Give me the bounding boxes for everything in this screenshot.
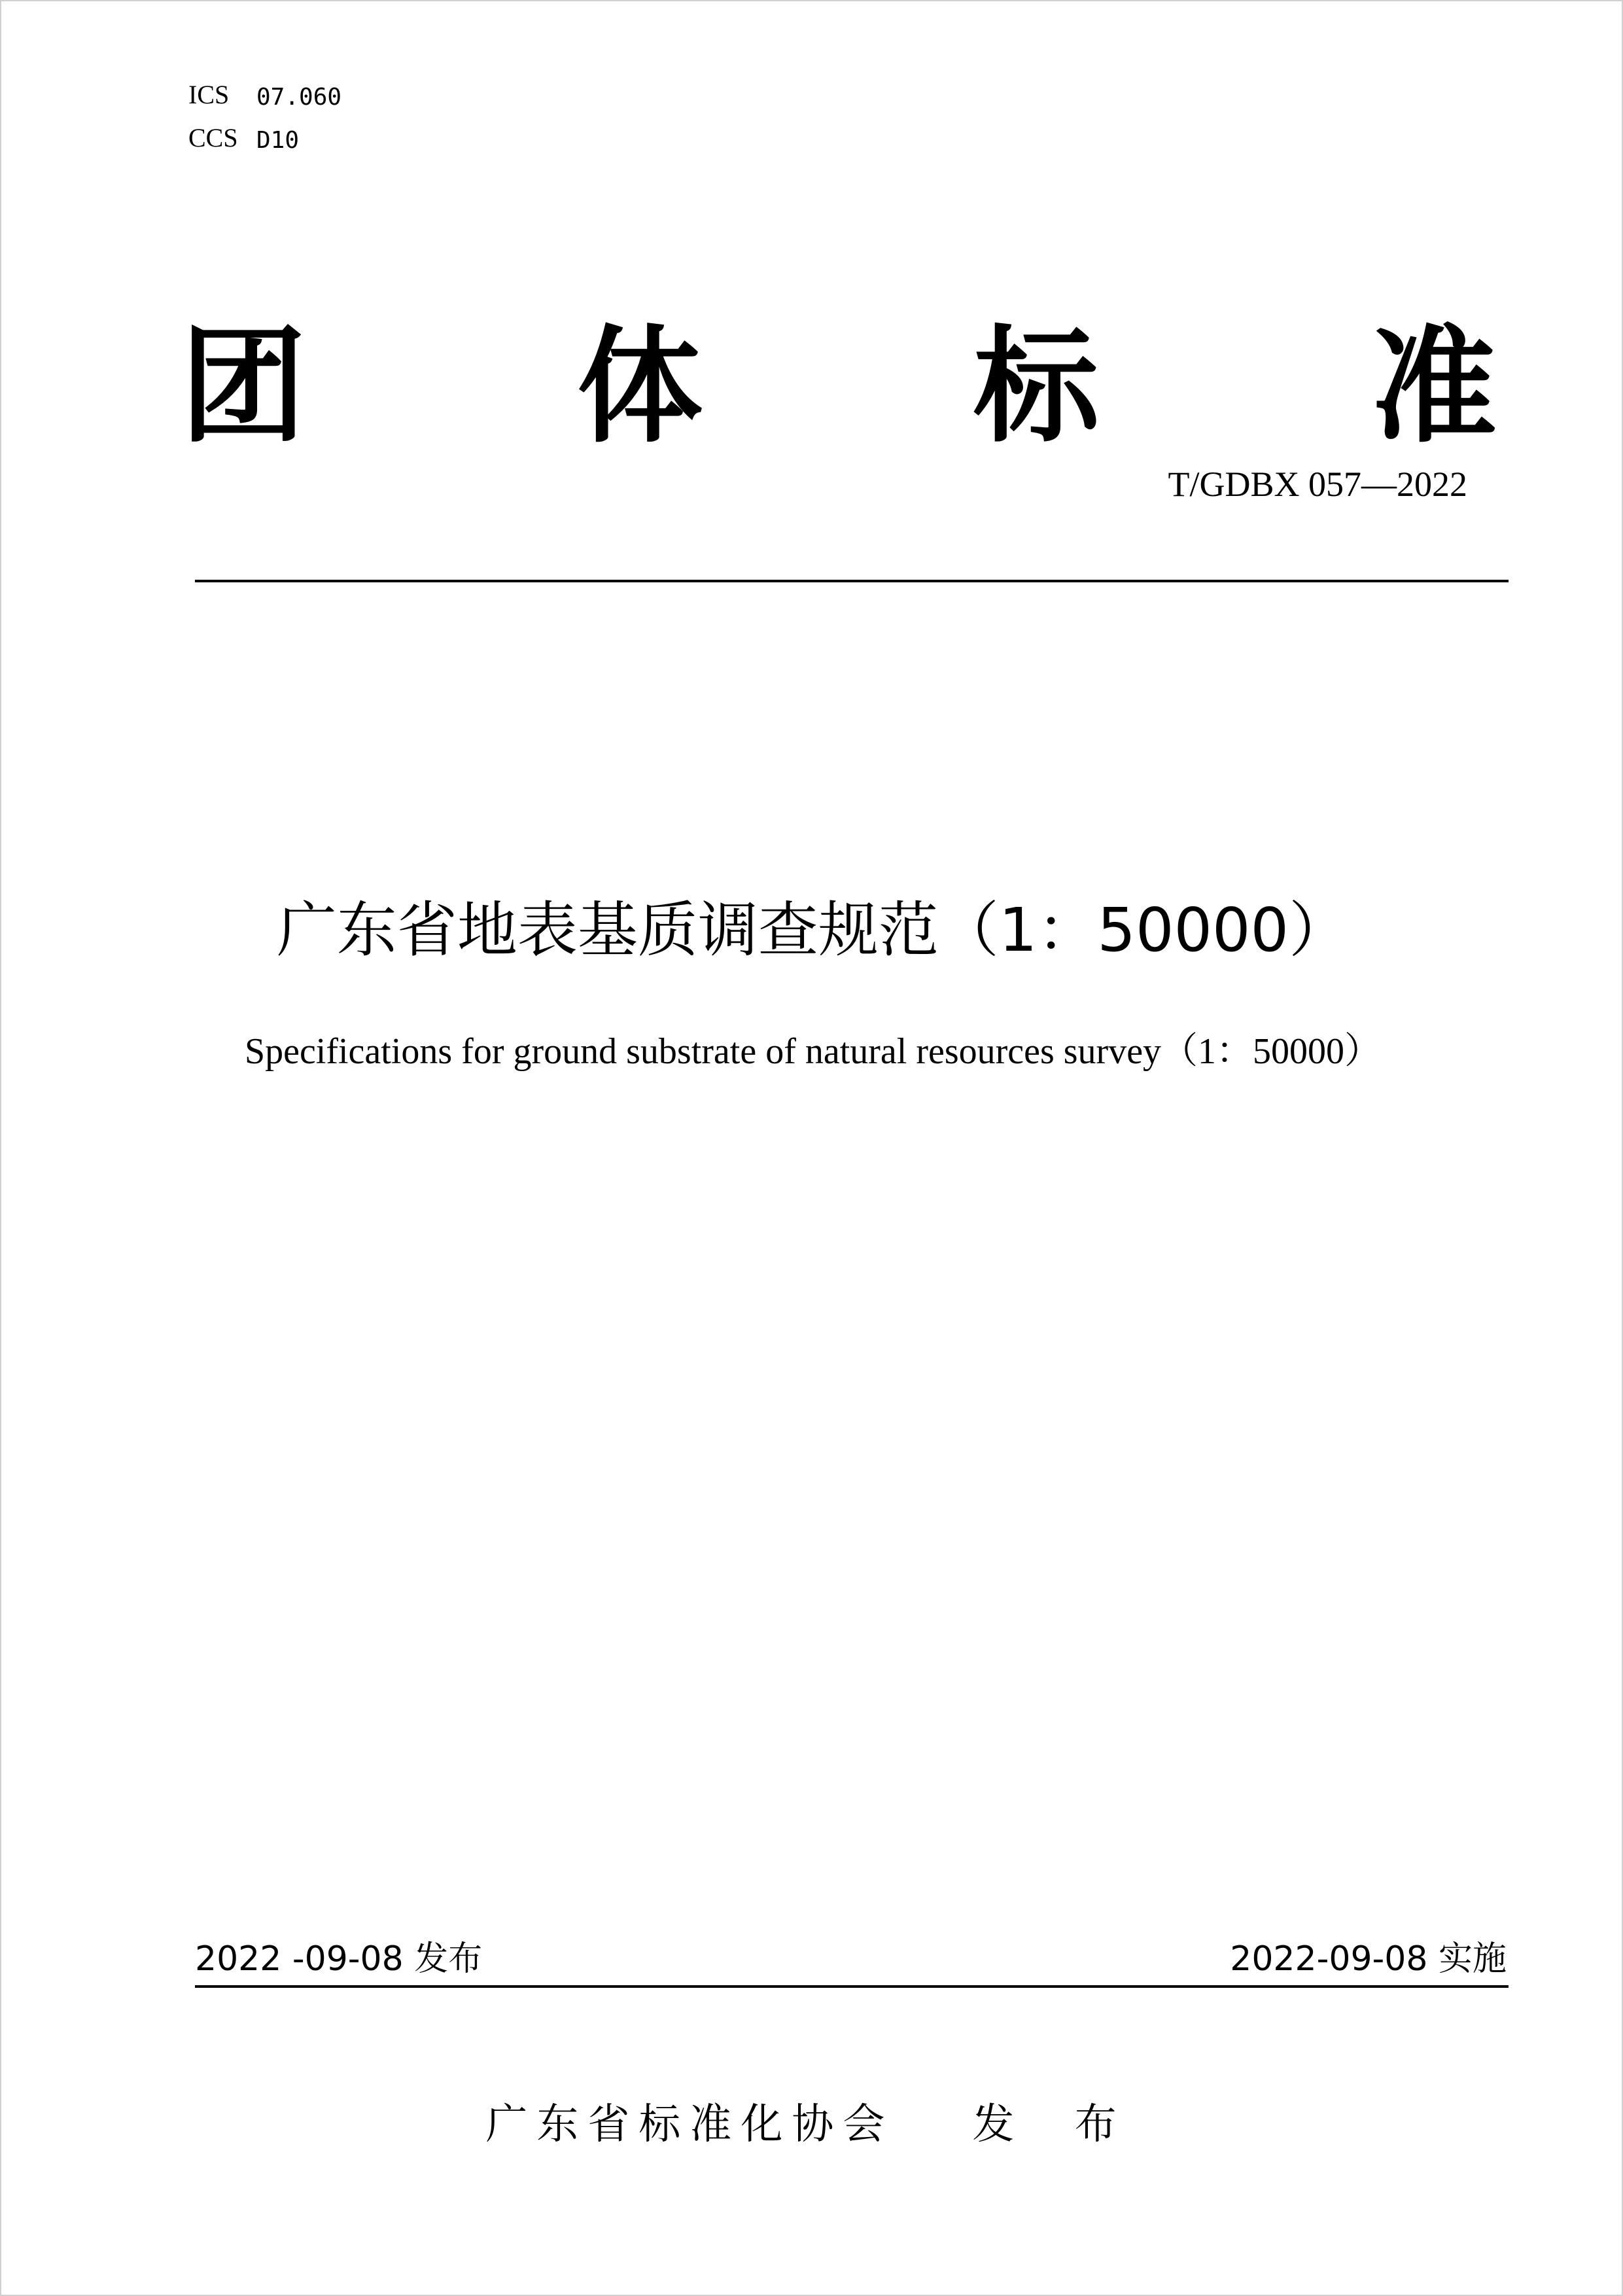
- standard-number: T/GDBX 057—2022: [1168, 465, 1467, 504]
- ics-value: 07.060: [256, 84, 342, 111]
- heading-char: 体: [577, 314, 703, 460]
- document-title-english: Specifications for ground substrate of natural resources survey（1：50000）: [244, 1031, 1382, 1072]
- publish-label: 发 布: [972, 2100, 1140, 2149]
- issue-date: 2022 -09-08 发布: [195, 1939, 483, 1979]
- heading-char: 准: [1371, 314, 1497, 460]
- ccs-label: CCS: [188, 123, 238, 152]
- publisher-name: 广东省标准化协会: [485, 2100, 894, 2149]
- header-divider: [195, 580, 1509, 582]
- heading-char: 标: [973, 314, 1099, 460]
- heading-char: 团: [181, 314, 306, 460]
- publisher-line: [1, 2092, 1623, 2157]
- ics-label: ICS: [188, 80, 230, 109]
- ccs-value: D10: [256, 127, 300, 154]
- footer-divider: [195, 1985, 1509, 1988]
- standard-type-heading: [178, 315, 1499, 459]
- document-title-chinese: 广东省地表基质调查规范（1：50000）: [276, 895, 1350, 965]
- implementation-date: 2022-09-08 实施: [1230, 1939, 1507, 1979]
